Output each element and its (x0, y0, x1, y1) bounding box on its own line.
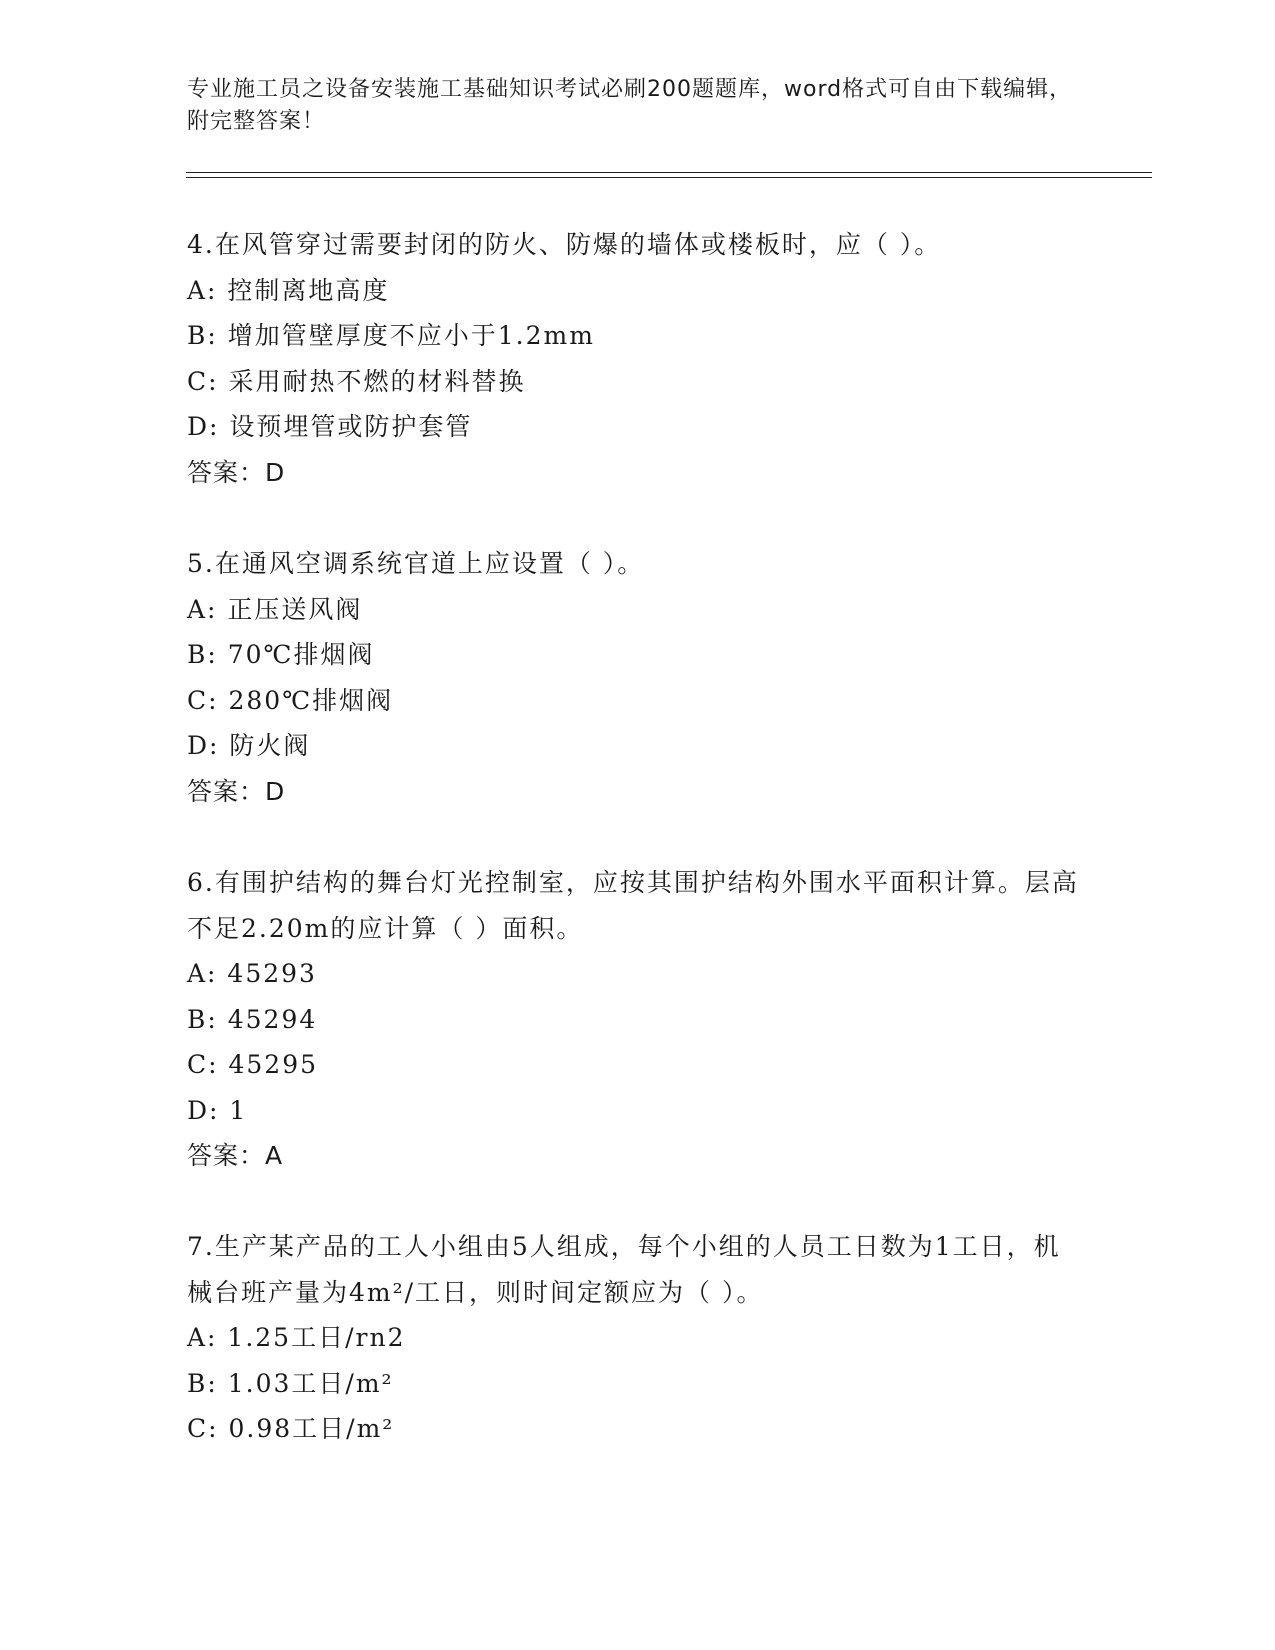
question-stem: 4.在风管穿过需要封闭的防火、防爆的墙体或楼板时，应（ ）。 (187, 230, 942, 259)
question-stem: 5.在通风空调系统官道上应设置（ ）。 (187, 549, 645, 578)
option-d: D: 1 (187, 1095, 248, 1125)
header-divider-top (186, 172, 1152, 173)
option-a: A: 1.25工日/rn2 (187, 1323, 406, 1352)
option-d: D: 设预埋管或防护套管 (187, 412, 473, 441)
option-b: B: 1.03工日/m² (187, 1368, 394, 1398)
question-6 (187, 860, 1087, 1179)
option-b: B: 70℃排烟阀 (187, 640, 375, 669)
question-4 (187, 222, 1087, 495)
question-7 (187, 1224, 1087, 1452)
option-b: B: 增加管壁厚度不应小于1.2mm (187, 321, 595, 350)
option-c: C: 0.98工日/m² (187, 1414, 395, 1443)
option-c: C: 280℃排烟阀 (187, 685, 394, 715)
option-a: A: 正压送风阀 (187, 594, 363, 624)
question-stem: 7.生产某产品的工人小组由5人组成，每个小组的人员工日数为1工日，机械台班产量为4m²/工日，则时间定额应为（ ）。 (187, 1232, 1061, 1307)
option-d: D: 防火阀 (187, 731, 311, 760)
option-c: C: 采用耐热不燃的材料替换 (187, 366, 526, 396)
document-header: 专业施工员之设备安装施工基础知识考试必刷200题题库，word格式可自由下载编辑，附完整答案！ (187, 77, 1073, 134)
option-a: A: 控制离地高度 (187, 275, 390, 305)
answer: 答案：D (187, 457, 286, 487)
answer: 答案：D (187, 776, 286, 806)
option-a: A: 45293 (187, 959, 317, 988)
answer: 答案：A (187, 1141, 284, 1170)
option-b: B: 45294 (187, 1004, 318, 1034)
question-5 (187, 541, 1087, 814)
question-stem: 6.有围护结构的舞台灯光控制室，应按其围护结构外围水平面积计算。层高不足2.20m的应计算（ ）面积。 (187, 868, 1079, 943)
option-c: C: 45295 (187, 1050, 319, 1079)
header-divider-bottom (186, 177, 1152, 178)
